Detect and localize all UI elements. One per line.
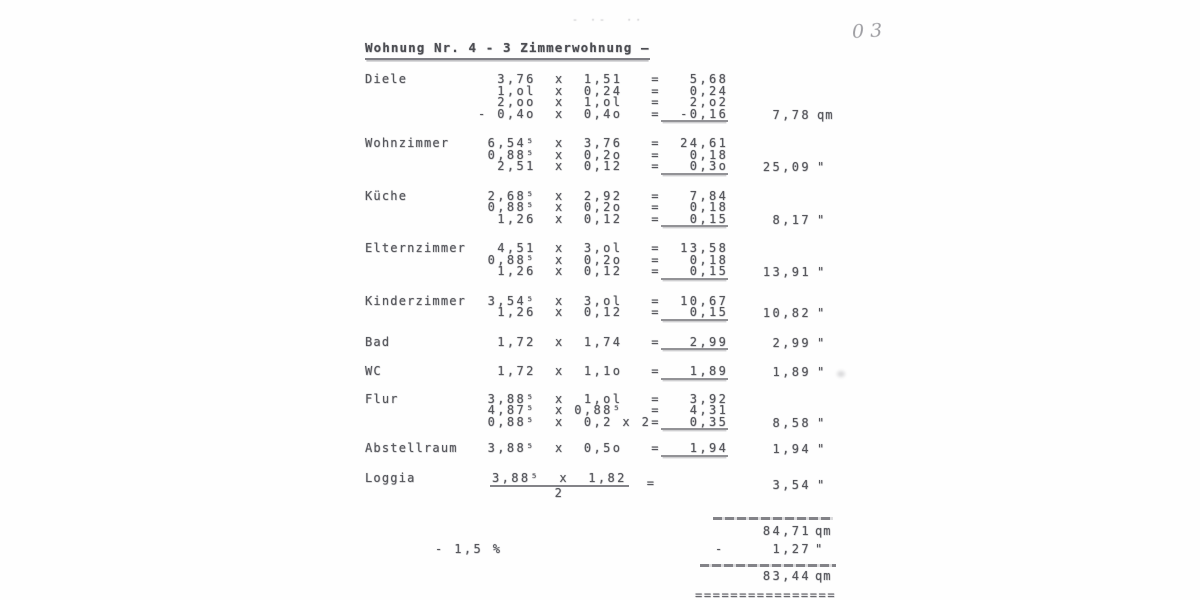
room-total-value: 3,54 bbox=[772, 477, 811, 492]
summary-rule-bottom bbox=[700, 564, 836, 567]
room-section-kinderzimmer bbox=[365, 293, 839, 320]
room-total bbox=[735, 477, 839, 492]
calc-expression: 4,51 x 3,ol = bbox=[478, 241, 661, 255]
room-section-flur bbox=[365, 391, 839, 430]
room-calculations bbox=[478, 334, 729, 349]
calc-expression: 1,26 x 0,12 = bbox=[478, 264, 661, 278]
calc-expression: 3,54⁵ x 3,ol = bbox=[478, 293, 661, 308]
room-total bbox=[735, 162, 839, 174]
calc-line bbox=[478, 161, 728, 173]
room-label: WC bbox=[365, 364, 382, 378]
deduction-value: 1,27 bbox=[772, 542, 811, 556]
room-section-wc bbox=[365, 366, 839, 378]
room-total bbox=[735, 415, 839, 430]
room-section-elternzimmer bbox=[365, 243, 839, 278]
room-label: Kinderzimmer bbox=[365, 293, 467, 308]
area-calculation-sheet bbox=[365, 40, 839, 600]
room-section-abstellraum bbox=[365, 443, 839, 455]
room-section-wohnzimmer bbox=[365, 138, 839, 173]
calc-result: 5,68 bbox=[660, 72, 729, 86]
room-total-unit: " bbox=[817, 442, 826, 456]
room-calculations bbox=[478, 443, 728, 455]
calc-expression: 0,88⁵ x 0,2o = bbox=[478, 147, 661, 162]
room-total-value: 1,89 bbox=[772, 365, 811, 379]
title-trailing-dash: – bbox=[632, 40, 650, 55]
loggia-fraction-row bbox=[478, 470, 657, 500]
room-total-value: 10,82 bbox=[762, 306, 811, 320]
calc-line bbox=[478, 334, 729, 349]
room-total-unit: " bbox=[817, 415, 826, 430]
calc-result: 0,18 bbox=[660, 147, 729, 162]
fraction-numerator: 3,88⁵ x 1,82 bbox=[490, 473, 629, 488]
calc-result: 10,67 bbox=[660, 293, 729, 308]
calc-result: 0,3o bbox=[660, 159, 729, 173]
document-title bbox=[365, 40, 650, 60]
room-section-bad bbox=[365, 334, 839, 350]
calc-result: 0,15 bbox=[660, 211, 729, 226]
room-total bbox=[735, 267, 839, 279]
room-total-unit: " bbox=[817, 212, 826, 227]
calc-result: 2,99 bbox=[660, 334, 729, 349]
calc-expression: 1,ol x 0,24 = bbox=[478, 83, 661, 98]
calc-line bbox=[478, 414, 729, 429]
room-label: Wohnzimmer bbox=[365, 136, 450, 150]
title-text: Wohnung Nr. 4 - 3 Zimmerwohnung bbox=[365, 40, 633, 55]
deduction-minus-sign: - bbox=[715, 542, 725, 556]
room-label: Flur bbox=[365, 391, 399, 406]
calc-result: 13,58 bbox=[660, 241, 729, 255]
room-calculations bbox=[478, 470, 657, 500]
grand-total-row bbox=[365, 571, 839, 589]
deduction-percent-label: - 1,5 % bbox=[435, 542, 503, 556]
room-calculations bbox=[478, 243, 728, 278]
room-total bbox=[735, 308, 839, 320]
room-sections bbox=[365, 74, 839, 499]
calc-result: 0,35 bbox=[660, 414, 729, 429]
equals-sign: = bbox=[646, 475, 657, 490]
room-total-value: 2,99 bbox=[772, 335, 811, 350]
calc-line bbox=[478, 366, 728, 378]
room-total-unit: " bbox=[817, 160, 826, 174]
calc-line bbox=[478, 106, 729, 121]
calc-result: 24,61 bbox=[660, 136, 729, 150]
room-total-unit: " bbox=[817, 306, 826, 320]
room-total-value: 1,94 bbox=[772, 442, 811, 456]
room-calculations bbox=[478, 138, 728, 173]
room-total-unit: " bbox=[817, 335, 826, 350]
calc-expression: 0,88⁵ x 0,2o = bbox=[478, 200, 661, 214]
calc-expression: - 0,4o x 0,4o = bbox=[478, 106, 661, 121]
calc-expression: 1,72 x 1,1o = bbox=[478, 364, 661, 378]
calc-result: 3,92 bbox=[660, 391, 729, 406]
calc-expression: 3,88⁵ x 1,ol = bbox=[478, 391, 661, 406]
calc-expression: 1,26 x 0,12 = bbox=[478, 211, 661, 226]
calc-result: 0,15 bbox=[660, 264, 729, 278]
room-calculations bbox=[478, 188, 729, 226]
calc-expression: 0,88⁵ x 0,2 x 2= bbox=[478, 414, 661, 429]
calc-line bbox=[478, 266, 728, 278]
calc-result: 0,18 bbox=[660, 252, 729, 267]
calc-result: 4,31 bbox=[660, 403, 729, 417]
room-total-value: 13,91 bbox=[762, 265, 811, 279]
calc-expression: 1,72 x 1,74 = bbox=[478, 334, 661, 349]
calc-expression: 1,26 x 0,12 = bbox=[478, 305, 661, 319]
calc-expression: 2,oo x 1,ol = bbox=[478, 95, 661, 109]
grand-total-double-rule: ================ bbox=[695, 588, 837, 602]
grand-total-value: 83,44 bbox=[762, 569, 811, 583]
room-calculations bbox=[478, 74, 728, 120]
room-calculations bbox=[478, 391, 729, 429]
room-label: Abstellraum bbox=[365, 441, 458, 455]
room-label: Elternzimmer bbox=[365, 241, 467, 255]
calc-line bbox=[478, 211, 729, 226]
calc-result: 0,18 bbox=[660, 200, 729, 214]
calc-expression: 2,68⁵ x 2,92 = bbox=[478, 188, 661, 203]
calc-expression: 0,88⁵ x 0,2o = bbox=[478, 252, 661, 267]
calc-result: 0,15 bbox=[660, 305, 729, 319]
room-total-unit: qm bbox=[817, 107, 834, 122]
room-total-unit: " bbox=[817, 265, 826, 279]
room-total bbox=[735, 335, 839, 350]
room-total-value: 8,58 bbox=[772, 415, 811, 430]
room-section-loggia bbox=[365, 470, 839, 500]
calc-result: -0,16 bbox=[660, 106, 729, 121]
subtotal-unit: qm bbox=[815, 524, 832, 538]
room-total-value: 7,78 bbox=[772, 107, 811, 122]
calc-expression: 2,51 x 0,12 = bbox=[478, 159, 661, 173]
room-total bbox=[735, 444, 839, 456]
room-section-diele bbox=[365, 74, 839, 120]
fraction bbox=[490, 470, 629, 500]
calc-expression: 3,76 x 1,51 = bbox=[478, 72, 661, 86]
calc-result: 0,24 bbox=[660, 83, 729, 98]
room-section-küche bbox=[365, 188, 839, 227]
room-label: Küche bbox=[365, 188, 408, 203]
calc-expression: 4,87⁵ x 0,88⁵ = bbox=[478, 403, 661, 417]
summary-block bbox=[365, 517, 839, 600]
room-calculations bbox=[478, 293, 729, 319]
calc-line bbox=[478, 443, 728, 455]
summary-rule-top bbox=[713, 517, 833, 520]
room-total-unit: " bbox=[817, 365, 826, 379]
deduction-unit: " bbox=[815, 542, 824, 556]
room-calculations bbox=[478, 366, 728, 378]
room-label: Diele bbox=[365, 72, 408, 86]
calc-result: 1,94 bbox=[660, 441, 729, 455]
room-label: Loggia bbox=[365, 470, 416, 485]
calc-expression: 6,54⁵ x 3,76 = bbox=[478, 136, 661, 150]
room-total-unit: " bbox=[817, 477, 826, 492]
calc-expression: 3,88⁵ x 0,5o = bbox=[478, 441, 661, 455]
grand-total-unit: qm bbox=[815, 569, 832, 583]
calc-result: 7,84 bbox=[660, 188, 729, 203]
subtotal-value: 84,71 bbox=[762, 524, 811, 538]
calc-result: 1,89 bbox=[660, 364, 729, 378]
room-total bbox=[735, 367, 839, 379]
room-total bbox=[735, 212, 839, 227]
room-total-value: 25,09 bbox=[762, 160, 811, 174]
scan-smudge-top: - ·- ·· bbox=[572, 15, 645, 26]
room-total-value: 8,17 bbox=[772, 212, 811, 227]
room-label: Bad bbox=[365, 334, 391, 349]
deduction-row bbox=[365, 544, 839, 562]
room-total bbox=[735, 107, 839, 122]
fraction-denominator: 2 bbox=[554, 486, 565, 500]
calc-line bbox=[478, 307, 728, 319]
page-number-mark: 03 bbox=[851, 19, 889, 43]
calc-result: 2,o2 bbox=[660, 95, 729, 109]
